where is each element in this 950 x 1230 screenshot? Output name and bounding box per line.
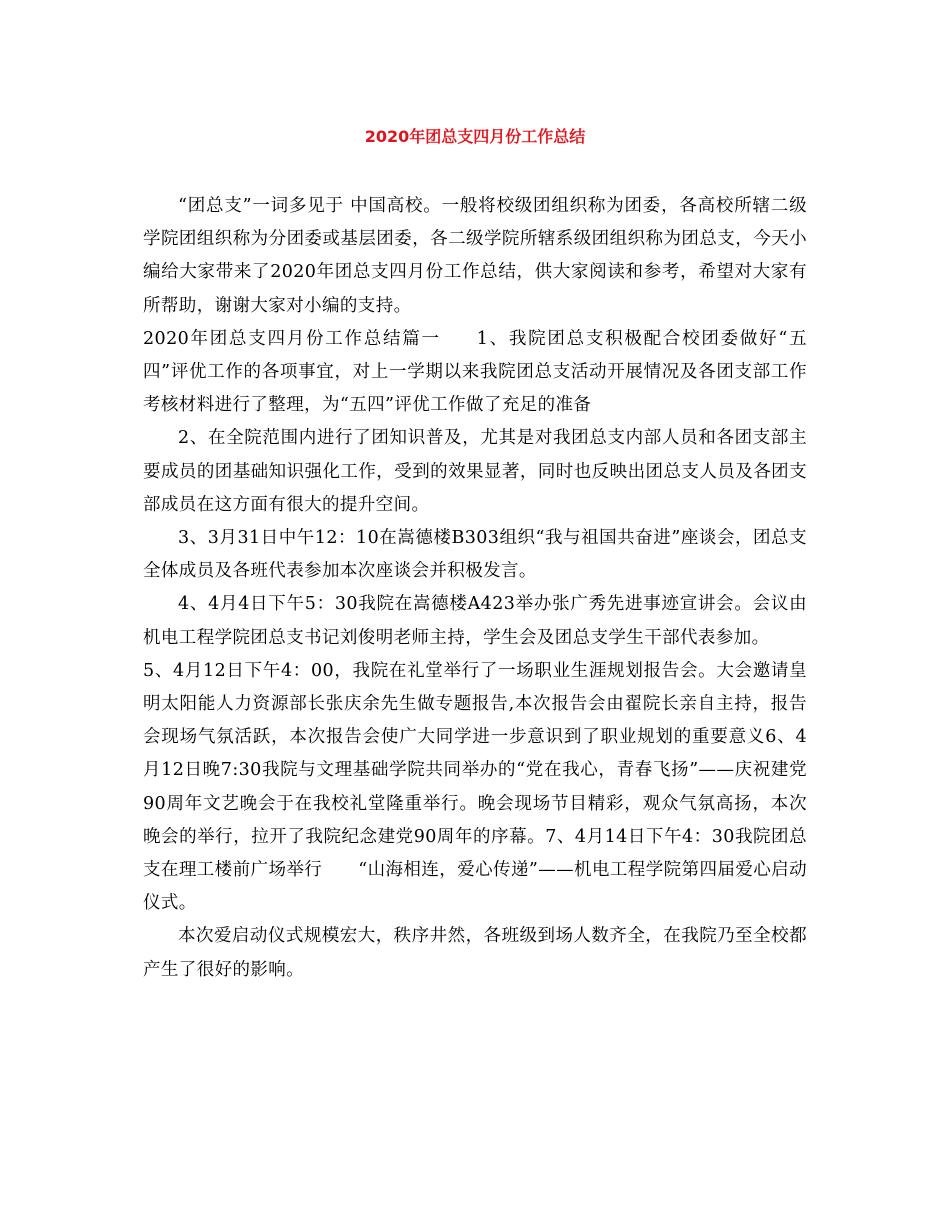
item-1-text: 1、我院团总支积极配合校团委做好“五四”评优工作的各项事宜，对上一学期以来我院团总支活动开展情况及各团支部工作考核材料进行了整理，为“五四”评优工作做了充足的准备 [143,328,807,416]
items-5-7-paragraph [143,655,807,921]
items-5-7-text: 5、4月12日下午4：00，我院在礼堂举行了一场职业生涯规划报告会。大会邀请皇明太阳能人力资源部长张庆余先生做专题报告,本次报告会由翟院长亲自主持，报告会现场气氛活跃，本次报告会使广大同学进一步意识到了职业规划的重要意义6、4月12日晚7:30我院与文理基础学院共同举办的“党在我心，青春飞扬”——庆祝建党90周年文艺晚会于在我校礼堂隆重举行。晚会现场节目精彩，观众气氛高扬，本次晚会的举行，拉开了我院纪念建党90周年的序幕。7、4月14日下午4：30我院团总支在理工楼前广场举行 [143,660,807,881]
document-body [143,190,807,987]
item-3-paragraph: 3、3月31日中午12：10在嵩德楼B303组织“我与祖国共奋进”座谈会，团总支全体成员及各班代表参加本次座谈会并积极发言。 [143,528,807,582]
item-7-event-text: “山海相连，爱心传递”——机电工程学院第四届爱心启动仪式。 [143,860,808,914]
closing-paragraph: 本次爱启动仪式规模宏大，秩序井然，各班级到场人数齐全，在我院乃至全校都产生了很好的影响。 [143,926,807,980]
item-4-paragraph: 4、4月4日下午5：30我院在嵩德楼A423举办张广秀先进事迹宣讲会。会议由机电工程学院团总支书记刘俊明老师主持，学生会及团总支学生干部代表参加。 [143,594,807,648]
document-title: 2020年团总支四月份工作总结 [364,127,586,146]
section-heading: 2020年团总支四月份工作总结篇一 [143,328,441,349]
intro-paragraph: “团总支”一词多见于 中国高校。一般将校级团组织称为团委，各高校所辖二级学院团组织称为分团委或基层团委，各二级学院所辖系级团组织称为团总支，今天小编给大家带来了2020年团总支四月份工作总结，供大家阅读和参考，希望对大家有所帮助，谢谢大家对小编的支持。 [143,196,807,316]
item-2-paragraph: 2、在全院范围内进行了团知识普及，尤其是对我团总支内部人员和各团支部主要成员的团基础知识强化工作，受到的效果显著，同时也反映出团总支人员及各团支部成员在这方面有很大的提升空间。 [143,428,807,515]
section-paragraph [143,323,807,423]
